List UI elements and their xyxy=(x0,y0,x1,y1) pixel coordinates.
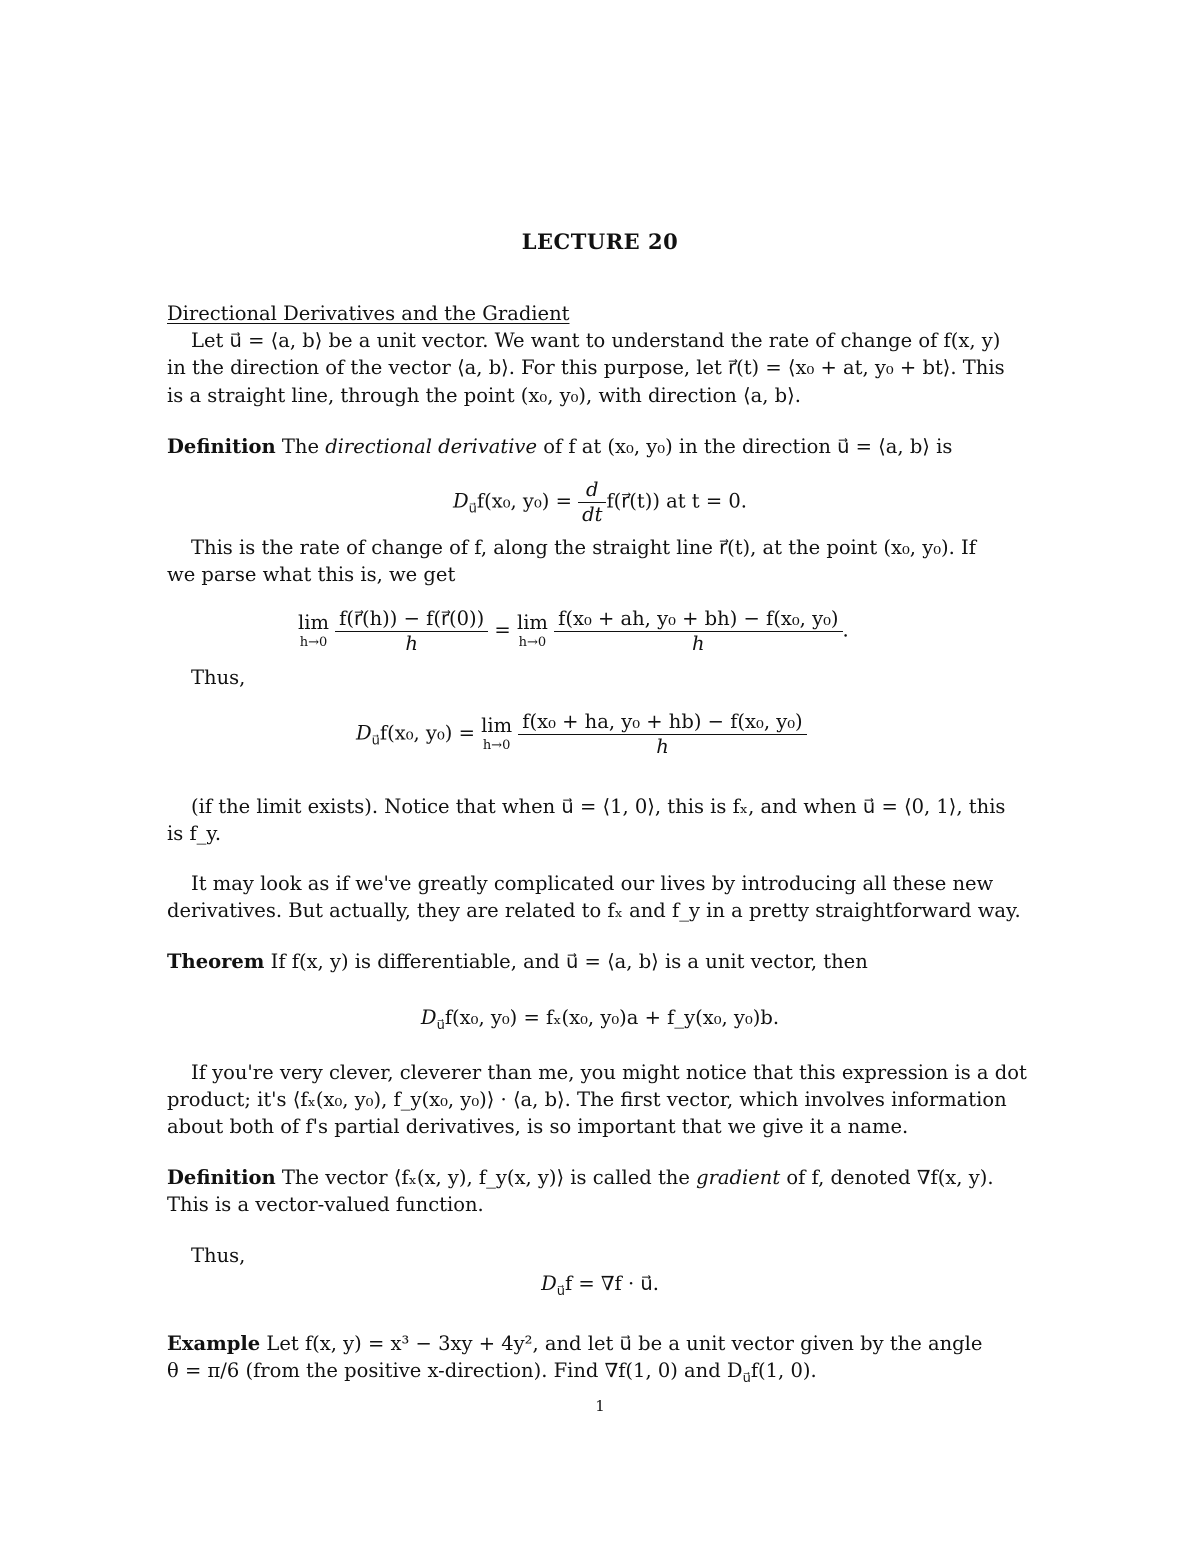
dir-frac-num: f(x₀ + ha, y₀ + hb) − f(x₀, y₀) xyxy=(522,710,803,733)
para-clever-line-2: product; it's ⟨fₓ(x₀, y₀), f_y(x₀, y₀)⟩ · ⟨a, b⟩. The first vector, which involves information xyxy=(167,1088,1007,1111)
limit-fraction-1 xyxy=(335,609,488,653)
para-exists-line-1: (if the limit exists). Notice that when u⃗ = ⟨1, 0⟩, this is fₓ, and when u⃗ = ⟨0, 1⟩, this xyxy=(191,795,1006,818)
definition-directional-derivative xyxy=(167,437,952,457)
dir-eq-d-sub: u⃗ xyxy=(371,733,380,749)
intro-line-1: Let u⃗ = ⟨a, b⟩ be a unit vector. We want to understand the rate of change of f(x, y) xyxy=(191,329,1001,352)
dir-frac-den: h xyxy=(518,734,806,757)
section-heading: Directional Derivatives and the Gradient xyxy=(167,302,570,325)
eq-frac-den: dt xyxy=(578,502,606,525)
definition-gradient xyxy=(167,1168,994,1188)
definition-text-after: of f at (x₀, y₀) in the direction u⃗ = ⟨a, b⟩ is xyxy=(537,435,953,458)
dir-limit-operator xyxy=(481,716,512,752)
thm-eq-rest: f(x₀, y₀) = fₓ(x₀, y₀)a + f_y(x₀, y₀)b. xyxy=(444,1006,780,1029)
intro-line-2: in the direction of the vector ⟨a, b⟩. For this purpose, let r⃗(t) = ⟨x₀ + at, y₀ + bt⟩. This xyxy=(167,356,1005,379)
grad-eq-d: D xyxy=(541,1272,557,1295)
dir-lim-label: lim xyxy=(481,714,513,738)
definition2-term: gradient xyxy=(696,1166,781,1189)
eq-lhs-rest: f(x₀, y₀) = xyxy=(476,489,572,513)
para-clever-line-1: If you're very clever, cleverer than me, you might notice that this expression is a dot xyxy=(191,1061,1027,1084)
para-rate-line-2: we parse what this is, we get xyxy=(167,563,456,586)
para-look-line-1: It may look as if we've greatly complicated our lives by introducing all these new xyxy=(191,872,994,895)
example-statement xyxy=(167,1334,982,1354)
eq-d-symbol: D xyxy=(453,489,469,513)
example-line2-text: θ = π/6 (from the positive x-direction). Find ∇f(1, 0) and D xyxy=(167,1359,743,1382)
lim-label-2: lim xyxy=(516,611,548,635)
eq-d-subscript: u⃗ xyxy=(468,501,477,517)
dir-lim-sub: h→0 xyxy=(482,737,511,753)
theorem-statement xyxy=(167,952,868,972)
definition2-line-2: This is a vector-valued function. xyxy=(167,1193,484,1216)
eq-fraction-d-dt xyxy=(578,480,606,524)
directional-derivative-equation xyxy=(0,480,1200,524)
lim-label-1: lim xyxy=(298,611,329,635)
definition-term: directional derivative xyxy=(325,435,537,458)
limit-frac2-num: f(x₀ + ah, y₀ + bh) − f(x₀, y₀) xyxy=(558,607,839,630)
para-clever-line-3: about both of f's partial derivatives, is so important that we give it a name. xyxy=(167,1115,909,1138)
grad-eq-rest: f = ∇f · u⃗. xyxy=(564,1272,659,1295)
dir-limit-fraction xyxy=(518,712,806,756)
definition2-label: Definition xyxy=(167,1166,276,1189)
limit-equals: = xyxy=(494,618,511,642)
gradient-equation xyxy=(0,1274,1200,1298)
theorem-text: If f(x, y) is differentiable, and u⃗ = ⟨a, b⟩ is a unit vector, then xyxy=(264,950,868,973)
lim-sub-1: h→0 xyxy=(299,634,328,650)
limit-end: . xyxy=(842,618,849,642)
definition2-text-after: of f, denoted ∇f(x, y). xyxy=(780,1166,994,1189)
intro-line-3: is a straight line, through the point (x₀, y₀), with direction ⟨a, b⟩. xyxy=(167,384,801,407)
para-rate-line-1: This is the rate of change of f, along the straight line r⃗(t), at the point (x₀, y₀). If xyxy=(191,536,976,559)
limit-equation xyxy=(298,609,849,653)
limit-frac1-num: f(r⃗(h)) − f(r⃗(0)) xyxy=(339,607,485,630)
example-text: Let f(x, y) = x³ − 3xy + 4y², and let u⃗ be a unit vector given by the angle xyxy=(260,1332,983,1355)
page-number: 1 xyxy=(595,1397,605,1415)
example-label: Example xyxy=(167,1332,261,1355)
thm-eq-d: D xyxy=(420,1006,437,1029)
dir-eq-lhs: f(x₀, y₀) = xyxy=(379,721,475,745)
theorem-equation xyxy=(0,1008,1200,1032)
page-title: LECTURE 20 xyxy=(521,229,679,254)
limit-operator-1 xyxy=(298,613,329,649)
limit-fraction-2 xyxy=(554,609,842,653)
lim-sub-2: h→0 xyxy=(518,634,547,650)
limit-operator-2 xyxy=(517,613,548,649)
para-look-line-2: derivatives. But actually, they are related to fₓ and f_y in a pretty straightforward way. xyxy=(167,899,1021,922)
dir-eq-d: D xyxy=(356,721,372,745)
limit-frac1-den: h xyxy=(335,631,488,654)
theorem-label: Theorem xyxy=(167,950,265,973)
grad-eq-d-sub: u⃗ xyxy=(556,1283,565,1299)
example-line2-sub: u⃗ xyxy=(742,1370,751,1386)
definition-text-before: The xyxy=(275,435,326,458)
definition-label: Definition xyxy=(167,435,276,458)
eq-rhs: f(r⃗(t)) at t = 0. xyxy=(606,489,747,513)
thm-eq-d-sub: u⃗ xyxy=(436,1017,445,1033)
directional-limit-equation xyxy=(356,712,807,756)
limit-frac2-den: h xyxy=(554,631,842,654)
definition2-text-before: The vector ⟨fₓ(x, y), f_y(x, y)⟩ is called the xyxy=(275,1166,697,1189)
example-line2-end: f(1, 0). xyxy=(750,1359,817,1382)
thus-2: Thus, xyxy=(191,1244,246,1267)
example-line-2 xyxy=(167,1361,817,1385)
thus-1: Thus, xyxy=(191,666,246,689)
para-exists-line-2: is f_y. xyxy=(167,822,222,845)
eq-frac-num: d xyxy=(586,478,599,501)
